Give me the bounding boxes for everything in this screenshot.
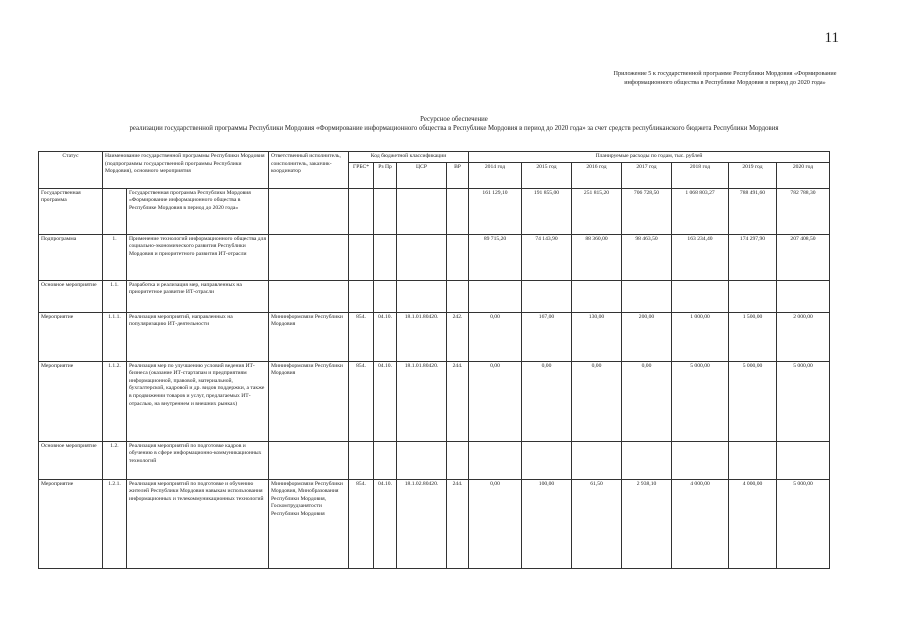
row-amount (522, 441, 572, 479)
row-status: Основное мероприятие (39, 441, 103, 479)
row-executor (269, 234, 349, 280)
row-grbs: 854. (349, 361, 374, 441)
table-row (39, 479, 830, 568)
row-amount (672, 441, 729, 479)
row-csr (397, 441, 447, 479)
row-rzpr: 04.10. (374, 479, 397, 568)
row-name: Государственная программа Республики Мордовия «Формирование информационного общества в Республике Мордовия в период до 2020 года» (127, 188, 269, 234)
row-amount: 1 068 803,27 (672, 188, 729, 234)
row-number: 1.1.2. (103, 361, 127, 441)
header-vr: ВР (447, 162, 469, 188)
table-row (39, 441, 830, 479)
row-number: 1. (103, 234, 127, 280)
row-amount (622, 280, 672, 312)
row-amount (469, 280, 522, 312)
row-grbs (349, 188, 374, 234)
row-amount: 161 129,10 (469, 188, 522, 234)
row-amount (572, 280, 622, 312)
header-name: Наименование государственной программы Республики Мордовия (подпрограммы государственной программы Республики Мордовия), основного мероприятия (103, 152, 269, 189)
row-amount: 98 463,50 (622, 234, 672, 280)
row-grbs (349, 441, 374, 479)
row-grbs: 854. (349, 312, 374, 361)
row-rzpr (374, 280, 397, 312)
row-amount (777, 280, 830, 312)
row-csr (397, 188, 447, 234)
header-year: 2015 год (522, 162, 572, 188)
header-status: Статус (39, 152, 103, 189)
row-csr (397, 280, 447, 312)
header-csr: ЦСР (397, 162, 447, 188)
header-year: 2018 год (672, 162, 729, 188)
table-row (39, 361, 830, 441)
row-status: Мероприятие (39, 479, 103, 568)
row-amount: 251 815,20 (572, 188, 622, 234)
document-title: Ресурсное обеспечение (420, 116, 488, 123)
row-amount: 5 000,00 (729, 361, 777, 441)
header-rzpr: Рз Пр (374, 162, 397, 188)
row-amount: 174 297,90 (729, 234, 777, 280)
document-subtitle: реализации государственной программы Республики Мордовия «Формирование информационного общества в Республике Мордовия в период до 2020 года» за счет средств республиканского бюджета Республики Мордовия (129, 125, 779, 132)
row-rzpr (374, 188, 397, 234)
row-amount: 1 000,00 (672, 312, 729, 361)
row-number: 1.1.1. (103, 312, 127, 361)
row-amount: 788 491,60 (729, 188, 777, 234)
row-amount: 782 788,30 (777, 188, 830, 234)
header-kbk: Код бюджетной классификации (349, 152, 469, 163)
table-row (39, 280, 830, 312)
row-status: Подпрограмма (39, 234, 103, 280)
row-amount: 4 000,00 (672, 479, 729, 568)
row-csr (397, 234, 447, 280)
table-row (39, 234, 830, 280)
row-amount (572, 441, 622, 479)
row-vr (447, 441, 469, 479)
header-year: 2019 год (729, 162, 777, 188)
row-amount: 2 938,10 (622, 479, 672, 568)
row-amount: 0,00 (622, 361, 672, 441)
row-amount: 706 728,50 (622, 188, 672, 234)
row-amount: 5 000,00 (672, 361, 729, 441)
table-row (39, 188, 830, 234)
resource-table (38, 151, 830, 569)
row-amount: 74 143,90 (522, 234, 572, 280)
row-grbs (349, 280, 374, 312)
row-amount: 61,50 (572, 479, 622, 568)
row-number: 1.2. (103, 441, 127, 479)
row-amount: 0,00 (522, 361, 572, 441)
row-amount: 163 234,40 (672, 234, 729, 280)
row-executor (269, 188, 349, 234)
row-csr: 18.1.01.80420. (397, 312, 447, 361)
row-amount: 5 000,00 (777, 361, 830, 441)
header-year: 2017 год (622, 162, 672, 188)
row-amount: 0,00 (572, 361, 622, 441)
row-status: Мероприятие (39, 361, 103, 441)
row-number: 1.1. (103, 280, 127, 312)
row-rzpr: 04.10. (374, 361, 397, 441)
row-amount: 191 855,00 (522, 188, 572, 234)
row-amount: 2 000,00 (777, 312, 830, 361)
row-amount: 0,00 (469, 479, 522, 568)
row-name: Реализация мероприятий по подготовке и обучению жителей Республики Мордовия навыкам использования информационных и телекоммуникационных технологий (127, 479, 269, 568)
row-amount (672, 280, 729, 312)
row-rzpr: 04.10. (374, 312, 397, 361)
row-amount: 89 715,20 (469, 234, 522, 280)
row-name: Реализация мероприятий, направленных на популяризацию ИТ-деятельности (127, 312, 269, 361)
row-name: Применение технологий информационного общества для социально-экономического развития Республики Мордовия и приоритетного развития ИТ-отрасли (127, 234, 269, 280)
row-amount: 5 000,00 (777, 479, 830, 568)
row-amount (469, 441, 522, 479)
row-amount: 130,00 (572, 312, 622, 361)
row-amount (729, 441, 777, 479)
row-name: Реализация мер по улучшению условий ведения ИТ-бизнеса (оказание ИТ-стартапам и предприятиям информационной, правовой, материальной, бухгалтерской, кадровой и др. видов поддержки, а также в продвижении товаров и услуг, предлагаемых ИТ-отраслью, на внутреннем и внешних рынках) (127, 361, 269, 441)
page-number: 11 (824, 30, 839, 46)
header-expenses: Планируемые расходы по годам, тыс. рублей (469, 152, 830, 163)
row-amount (777, 441, 830, 479)
row-amount: 4 000,00 (729, 479, 777, 568)
row-status: Основное мероприятие (39, 280, 103, 312)
row-status: Мероприятие (39, 312, 103, 361)
header-executor: Ответственный исполнитель, соисполнитель, заказчик-координатор (269, 152, 349, 189)
row-number (103, 188, 127, 234)
row-grbs: 854. (349, 479, 374, 568)
row-amount: 100,00 (522, 479, 572, 568)
row-vr: 244. (447, 361, 469, 441)
row-vr (447, 188, 469, 234)
row-csr: 18.1.02.80420. (397, 479, 447, 568)
table-row (39, 312, 830, 361)
row-executor (269, 280, 349, 312)
header-year: 2016 год (572, 162, 622, 188)
row-status: Государственная программа (39, 188, 103, 234)
row-number: 1.2.1. (103, 479, 127, 568)
row-amount: 88 360,00 (572, 234, 622, 280)
row-amount (622, 441, 672, 479)
row-executor (269, 441, 349, 479)
row-vr (447, 234, 469, 280)
header-year: 2020 год (777, 162, 830, 188)
row-executor: Мининформсвязи Республики Мордовия, Минобразования Республики Мордовия, Госкомтрудзанятости Республики Мордовия (269, 479, 349, 568)
row-executor: Мининформсвязи Республики Мордовия (269, 361, 349, 441)
header-grbs: ГРБС* (349, 162, 374, 188)
row-amount: 0,00 (469, 312, 522, 361)
row-amount (729, 280, 777, 312)
row-amount: 207 408,50 (777, 234, 830, 280)
row-vr: 244. (447, 479, 469, 568)
row-grbs (349, 234, 374, 280)
row-amount: 1 500,00 (729, 312, 777, 361)
header-year: 2014 год (469, 162, 522, 188)
row-executor: Мининформсвязи Республики Мордовия (269, 312, 349, 361)
row-amount (522, 280, 572, 312)
row-csr: 18.1.01.80420. (397, 361, 447, 441)
row-amount: 167,00 (522, 312, 572, 361)
row-rzpr (374, 234, 397, 280)
row-amount: 0,00 (469, 361, 522, 441)
row-vr (447, 280, 469, 312)
row-rzpr (374, 441, 397, 479)
row-vr: 242. (447, 312, 469, 361)
row-name: Реализация мероприятий по подготовке кадров и обучению в сфере информационно-коммуникационных технологий (127, 441, 269, 479)
row-amount: 200,00 (622, 312, 672, 361)
row-name: Разработка и реализация мер, направленных на приоритетное развитие ИТ-отрасли (127, 280, 269, 312)
appendix-note: Приложение 5 к государственной программе Республики Мордовия «Формирование информационного общества в Республике Мордовия в период до 2020 года» (613, 70, 837, 86)
